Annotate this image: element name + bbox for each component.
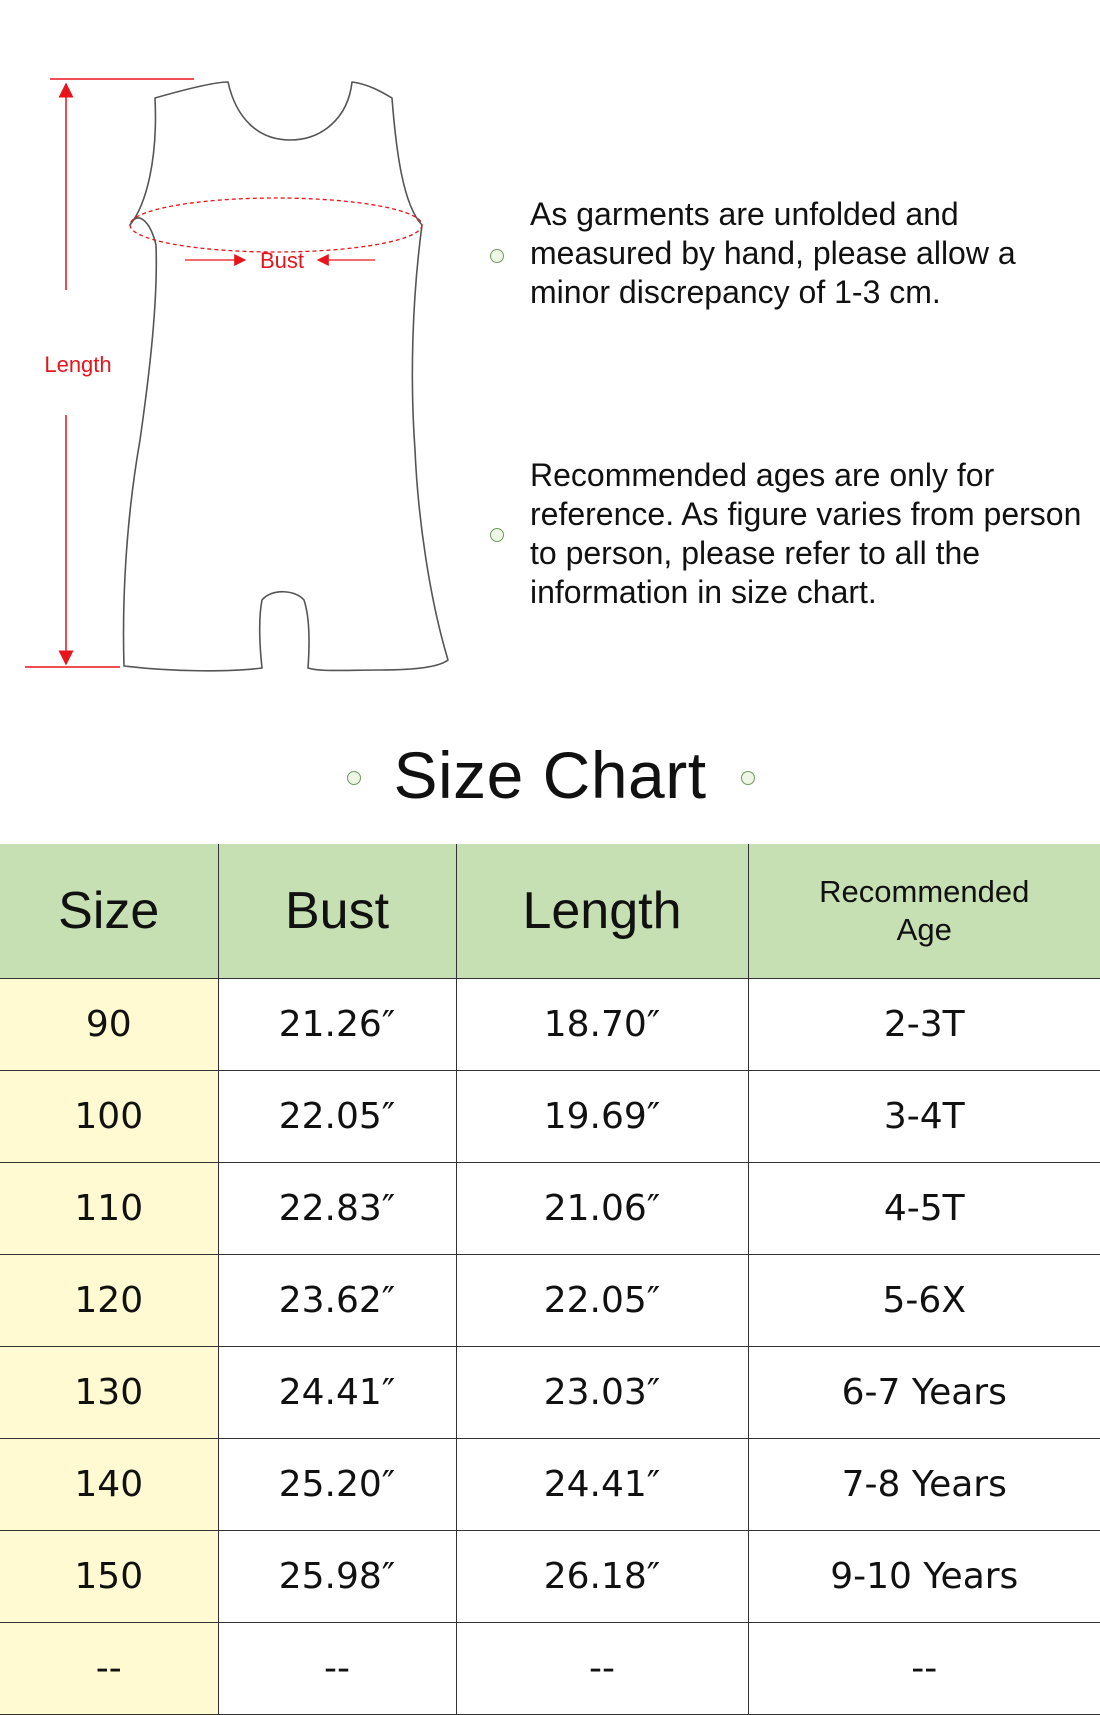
table-row: [0, 1255, 1100, 1347]
bullet-icon: [741, 771, 755, 785]
column-header-bust: Bust: [218, 844, 456, 979]
table-header-row: [0, 844, 1100, 979]
bust-cell: 24.41″: [218, 1347, 456, 1439]
bullet-icon: [490, 528, 504, 542]
note-text: As garments are unfolded and measured by hand, please allow a minor discrepancy of 1-3 cm.: [530, 196, 1016, 310]
size-chart-table: [0, 844, 1100, 1715]
table-row: [0, 1071, 1100, 1163]
length-cell: 23.03″: [456, 1347, 748, 1439]
column-header-length: Length: [456, 844, 748, 979]
size-cell: 130: [0, 1347, 218, 1439]
size-cell: 150: [0, 1531, 218, 1623]
column-header-recommended-age: [748, 844, 1100, 979]
size-cell: --: [0, 1623, 218, 1715]
age-cell: 4-5T: [748, 1163, 1100, 1255]
bust-cell: --: [218, 1623, 456, 1715]
bust-cell: 25.20″: [218, 1439, 456, 1531]
bust-label: Bust: [259, 248, 305, 273]
bust-cell: 22.83″: [218, 1163, 456, 1255]
length-cell: 21.06″: [456, 1163, 748, 1255]
length-cell: 22.05″: [456, 1255, 748, 1347]
age-cell: --: [748, 1623, 1100, 1715]
length-cell: --: [456, 1623, 748, 1715]
table-row: [0, 979, 1100, 1071]
table-row: [0, 1347, 1100, 1439]
bust-cell: 21.26″: [218, 979, 456, 1071]
size-cell: 110: [0, 1163, 218, 1255]
length-cell: 24.41″: [456, 1439, 748, 1531]
size-cell: 90: [0, 979, 218, 1071]
garment-measurement-diagram: [0, 0, 1100, 720]
age-cell: 6-7 Years: [748, 1347, 1100, 1439]
length-cell: 18.70″: [456, 979, 748, 1071]
size-cell: 120: [0, 1255, 218, 1347]
table-row: [0, 1623, 1100, 1715]
age-cell: 9-10 Years: [748, 1531, 1100, 1623]
bust-cell: 22.05″: [218, 1071, 456, 1163]
length-cell: 26.18″: [456, 1531, 748, 1623]
size-cell: 100: [0, 1071, 218, 1163]
size-chart-title-row: [0, 735, 1100, 815]
length-cell: 19.69″: [456, 1071, 748, 1163]
bust-cell: 25.98″: [218, 1531, 456, 1623]
page-title: Size Chart: [393, 738, 707, 812]
header-age-text: Recommended Age: [819, 874, 1030, 947]
age-cell: 5-6X: [748, 1255, 1100, 1347]
age-cell: 3-4T: [748, 1071, 1100, 1163]
age-cell: 2-3T: [748, 979, 1100, 1071]
bullet-icon: [490, 249, 504, 263]
length-label: Length: [44, 352, 112, 377]
garment-outline: [124, 82, 448, 671]
column-header-size: Size: [0, 844, 218, 979]
table-row: [0, 1163, 1100, 1255]
bust-cell: 23.62″: [218, 1255, 456, 1347]
size-cell: 140: [0, 1439, 218, 1531]
table-row: [0, 1531, 1100, 1623]
table-row: [0, 1439, 1100, 1531]
age-cell: 7-8 Years: [748, 1439, 1100, 1531]
note-text: Recommended ages are only for reference. As figure varies from person to person, please refer to all the information in size chart.: [530, 457, 1082, 610]
